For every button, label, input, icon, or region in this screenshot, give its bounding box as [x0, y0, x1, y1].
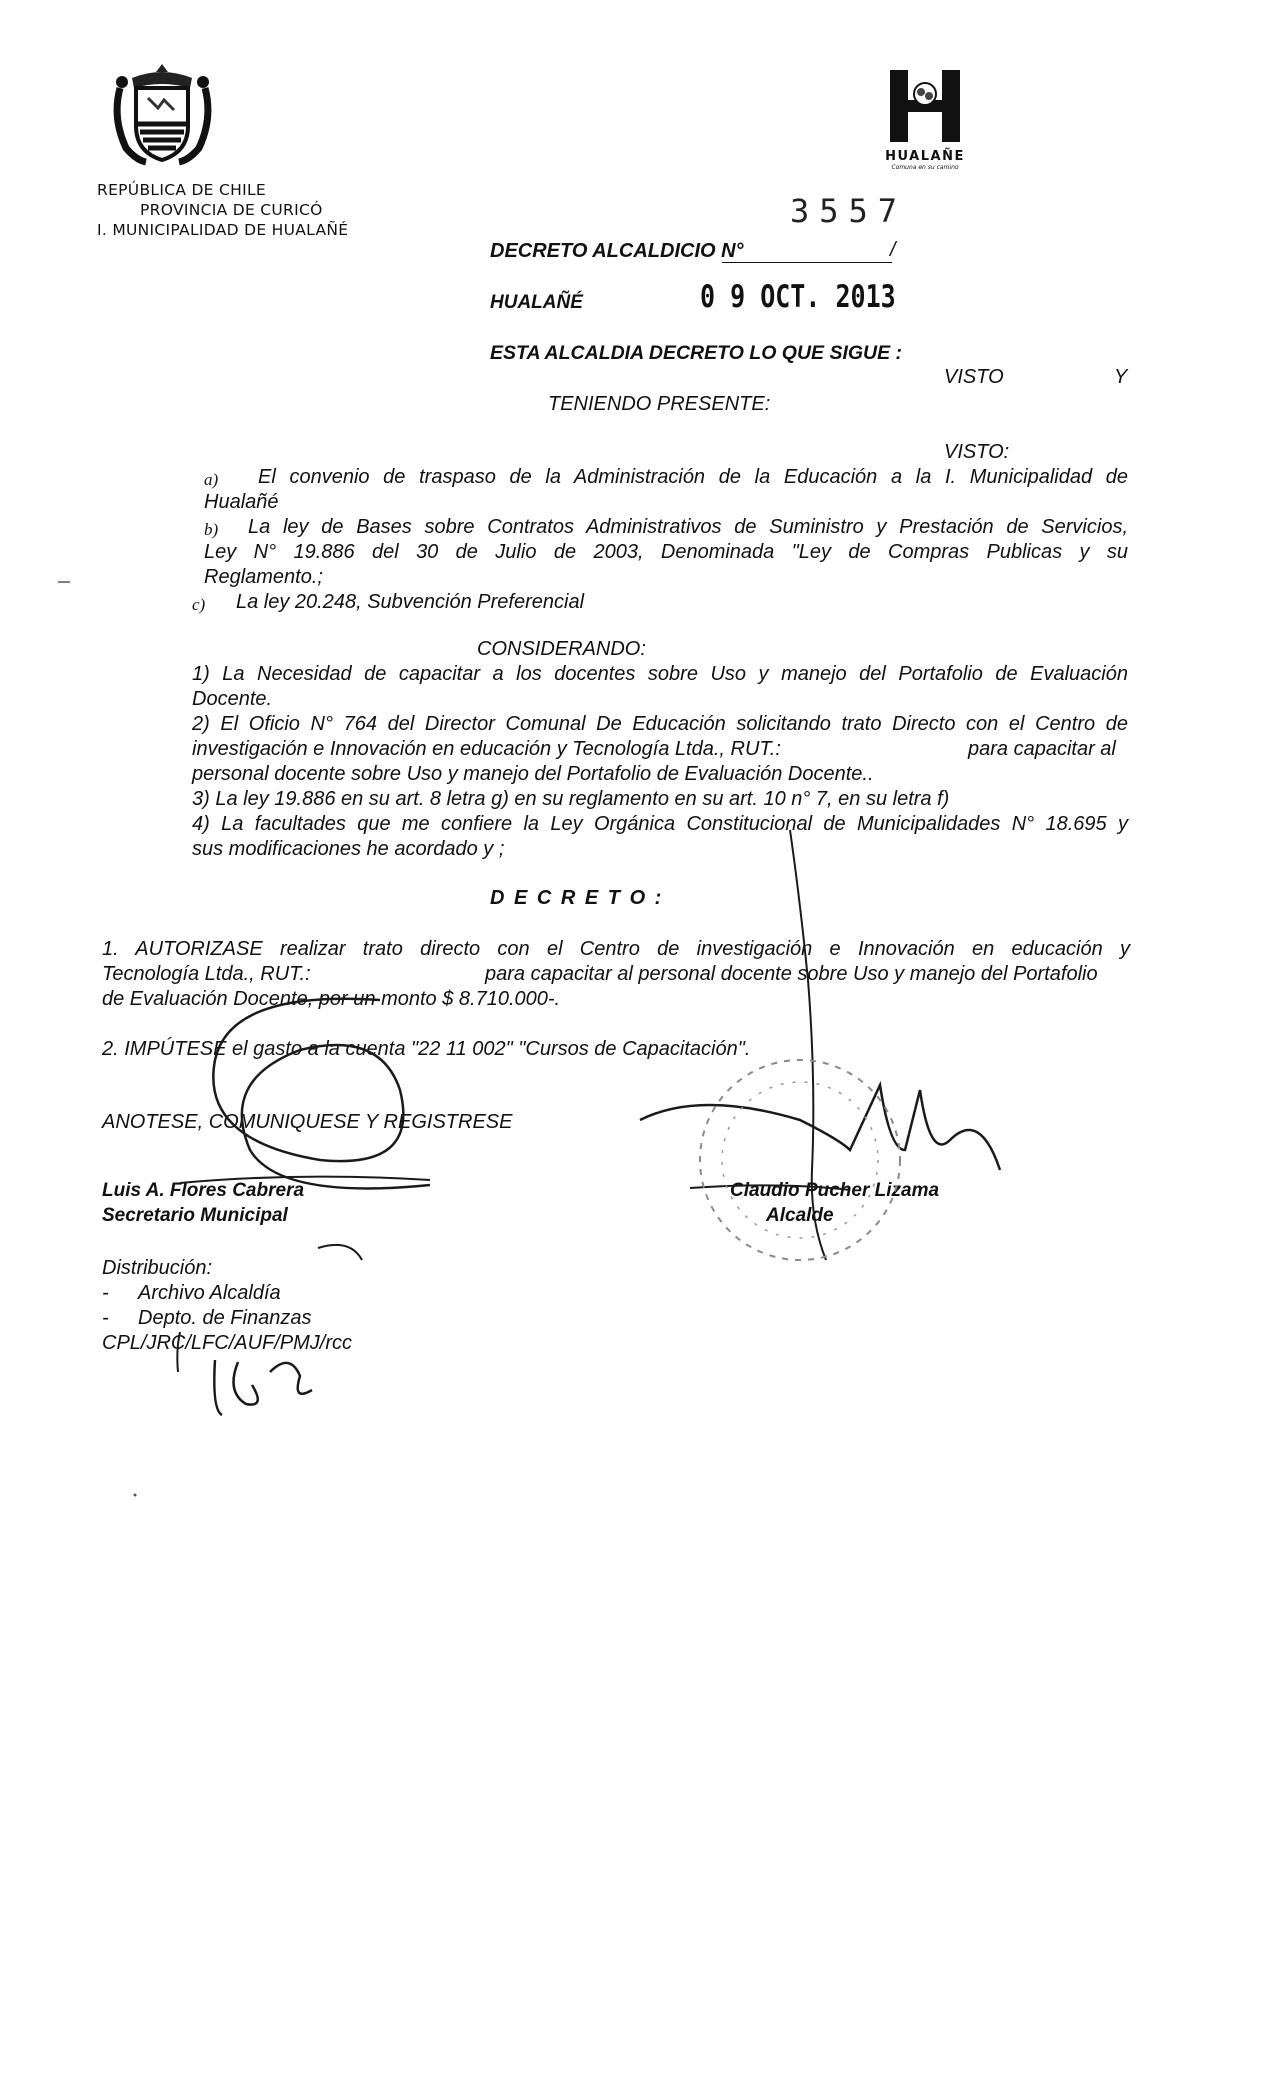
considerando-1-line1: 1) La Necesidad de capacitar a los docentes sobre Uso y manejo del Portafolio de Evaluación — [192, 663, 1128, 685]
considerando-4-line1: 4) La facultades que me confiere la Ley Orgánica Constitucional de Municipalidades N° 18.695 y — [192, 813, 1128, 835]
decreto-1-line2b: para capacitar al personal docente sobre Uso y manejo del Portafolio — [485, 963, 1098, 985]
left-signer-name: Luis A. Flores Cabrera — [102, 1180, 305, 1201]
visto-marker-c: c) — [192, 595, 206, 614]
teniendo-presente: TENIENDO PRESENTE: — [548, 393, 771, 415]
distribution-initials: CPL/JRC/LFC/AUF/PMJ/rcc — [102, 1332, 353, 1354]
decreto-2: 2. IMPÚTESE el gasto a la cuenta "22 11 002" "Cursos de Capacitación". — [102, 1038, 751, 1060]
left-signer-title: Secretario Municipal — [102, 1205, 288, 1226]
visto-c-line1: La ley 20.248, Subvención Preferencial — [236, 591, 585, 613]
decree-date-stamp: 0 9 OCT. 2013 — [700, 278, 896, 315]
decree-number-slash: / — [890, 239, 896, 261]
decree-number-stamp: 3557 — [790, 192, 908, 230]
closing-anotese: ANOTESE, COMUNIQUESE Y REGISTRESE — [102, 1111, 513, 1133]
initials-scribble — [214, 1360, 312, 1415]
left-signature-stroke — [213, 999, 430, 1189]
distribution-heading: Distribución: — [102, 1257, 213, 1279]
considerando-2-line2b: para capacitar al — [968, 738, 1116, 760]
visto-marker-b: b) — [204, 520, 219, 539]
considerando-heading: CONSIDERANDO: — [477, 638, 646, 660]
visto-b-line2: Ley N° 19.886 del 30 de Julio de 2003, Denominada "Ley de Compras Publicas y su — [204, 541, 1128, 563]
distribution-item-2: Depto. de Finanzas — [138, 1307, 312, 1329]
right-signature-stroke — [640, 1085, 1000, 1170]
decreto-heading: D E C R E T O : — [490, 887, 664, 909]
decreto-1-line2a: Tecnología Ltda., RUT.: — [102, 963, 311, 985]
right-signature-underline — [690, 1185, 850, 1190]
distribution-item-1: Archivo Alcaldía — [138, 1282, 281, 1304]
stray-dot — [134, 1494, 137, 1497]
considerando-4-line2: sus modificaciones he acordado y ; — [192, 838, 505, 860]
decree-place: HUALAÑÉ — [490, 292, 583, 313]
decree-intro: ESTA ALCALDIA DECRETO LO QUE SIGUE : — [490, 342, 903, 364]
distribution-dash-2: - — [102, 1307, 109, 1329]
visto-a-line2: Hualañé — [204, 491, 279, 513]
decreto-1-line3: de Evaluación Docente, por un monto $ 8.710.000-. — [102, 988, 561, 1010]
visto-y-visto: VISTO — [944, 366, 1004, 388]
pen-line-initials — [177, 1332, 180, 1372]
logo-tagline: Comuna en su camino — [891, 164, 959, 171]
letterhead-municipality: I. MUNICIPALIDAD DE HUALAÑÉ — [97, 221, 349, 239]
letterhead-republic: REPÚBLICA DE CHILE — [97, 181, 266, 199]
visto-y-y: Y — [1114, 366, 1128, 388]
considerando-1-line2: Docente. — [192, 688, 273, 710]
logo-text: HUALAÑE — [885, 149, 965, 164]
decreto-1-line1: 1. AUTORIZASE realizar trato directo con el Centro de investigación e Innovación en educación y — [102, 938, 1130, 960]
decree-title: DECRETO ALCALDICIO N° — [490, 240, 744, 262]
municipal-stamp-inner-ring — [722, 1082, 878, 1238]
visto-heading: VISTO: — [944, 441, 1010, 463]
considerando-3-line1: 3) La ley 19.886 en su art. 8 letra g) en su reglamento en su art. 10 n° 7, en su letra f) — [192, 788, 950, 810]
right-signer-title: Alcalde — [766, 1205, 834, 1226]
considerando-2-line3: personal docente sobre Uso y manejo del Portafolio de Evaluación Docente.. — [192, 763, 874, 785]
municipal-stamp-ring — [700, 1060, 900, 1260]
visto-b-line1: La ley de Bases sobre Contratos Administrativos de Suministro y Prestación de Servicios, — [248, 516, 1128, 538]
pen-line-vertical — [790, 830, 826, 1260]
visto-a-line1: El convenio de traspaso de la Administración de la Educación a la I. Municipalidad de — [258, 466, 1128, 488]
pen-mark-distribution — [318, 1245, 362, 1260]
right-signer-name: Claudio Pucher Lizama — [730, 1180, 940, 1201]
letterhead-province: PROVINCIA DE CURICÓ — [140, 201, 323, 219]
visto-b-line3: Reglamento.; — [204, 566, 323, 588]
distribution-dash-1: - — [102, 1282, 109, 1304]
considerando-2-line1: 2) El Oficio N° 764 del Director Comunal De Educación solicitando trato Directo con el Centro de — [192, 713, 1128, 735]
visto-marker-a: a) — [204, 470, 219, 489]
considerando-2-line2a: investigación e Innovación en educación y Tecnología Ltda., RUT.: — [192, 738, 781, 760]
